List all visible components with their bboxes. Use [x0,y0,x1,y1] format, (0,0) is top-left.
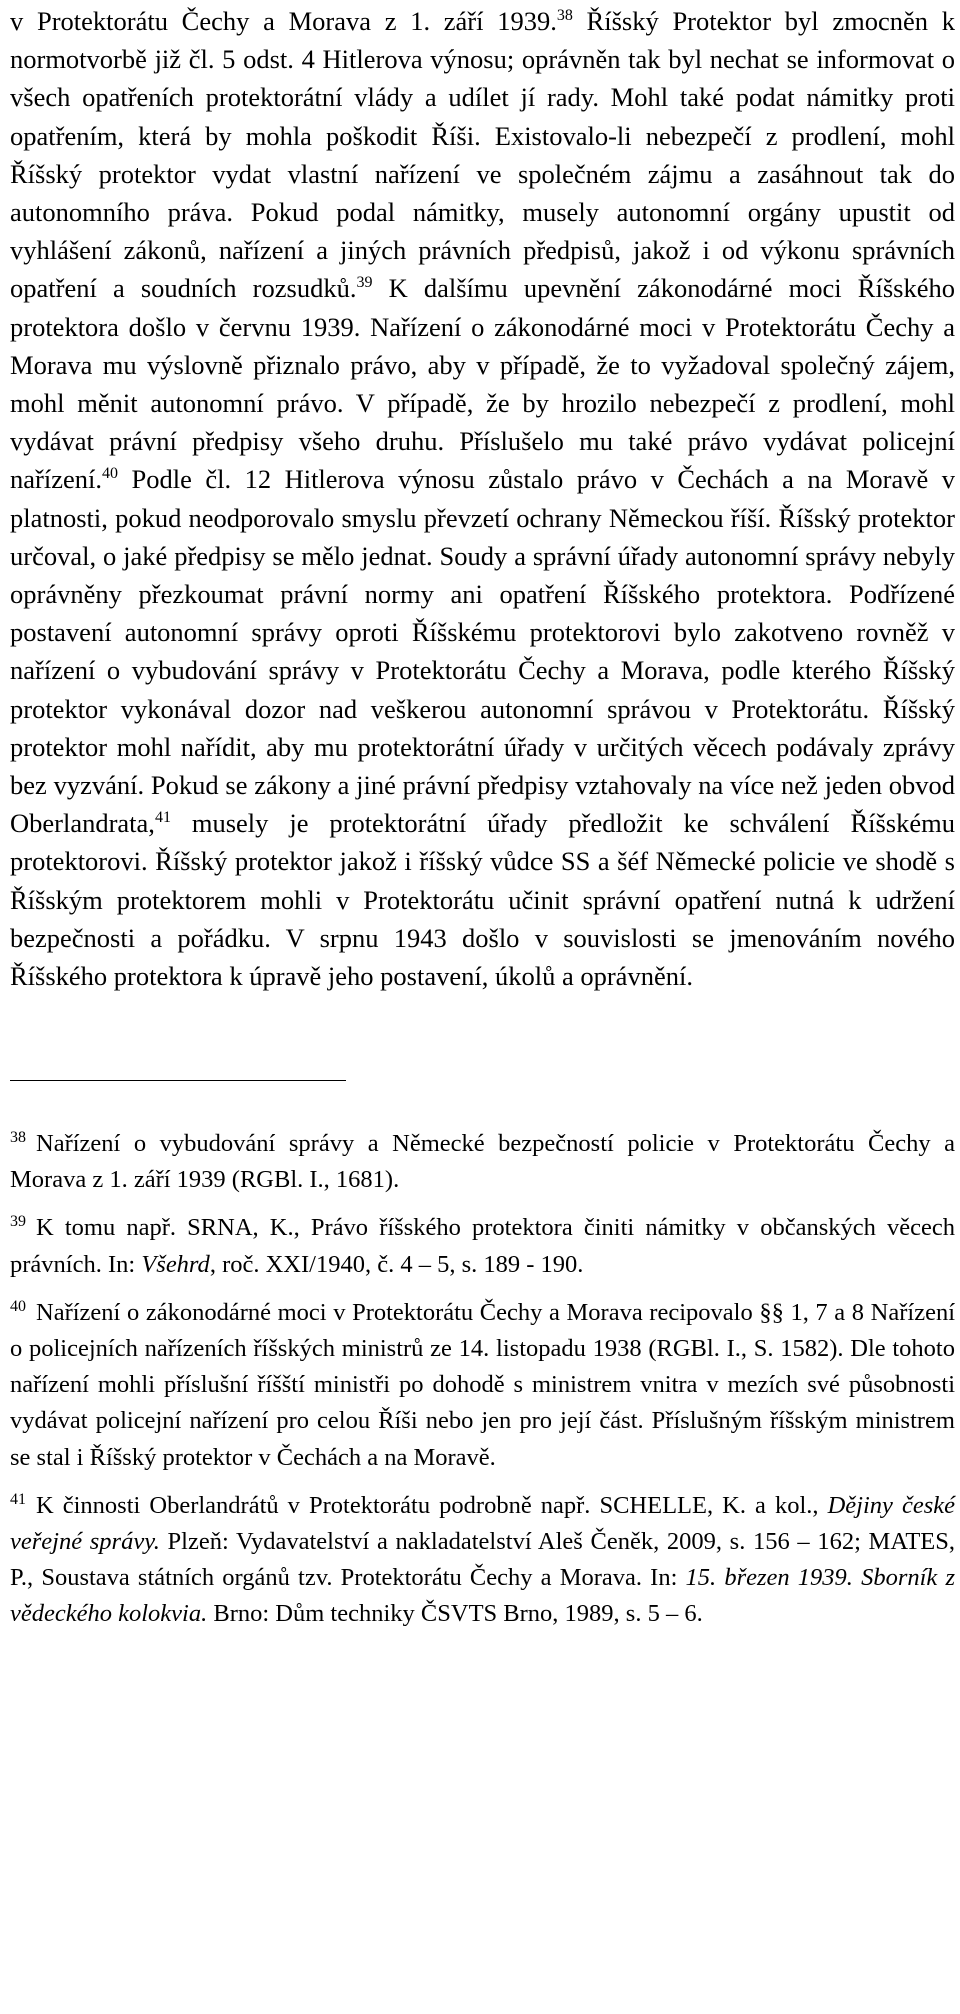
footnote-ref-41[interactable]: 41 [154,809,171,827]
footnote-number: 40 [10,1297,26,1315]
footnote-38 [10,1126,955,1198]
footnote-text: K činnosti Oberlandrátů v Protektorátu podrobně např. SCHELLE, K. a kol., [36,1491,828,1519]
body-text-part: Říšský Protektor byl zmocněn k normotvorbě již čl. 5 odst. 4 Hitlerova výnosu; oprávněn tak byl nechat se informovat o všech opatřeních protektorátní vlády a udílet jí rady. Mohl také podat námitky proti opatřením, která by mohla poškodit Říši. Existovalo-li nebezpečí z prodlení, mohl Říšský protektor vydat vlastní nařízení ve společném zájmu a zasáhnout tak do autonomního práva. Pokud podal námitky, musely autonomní orgány upustit od vyhlášení zákonů, nařízení a jiných právních předpisů, jakož i od výkonu správních opatření a soudních rozsudků. [10,6,955,304]
footnote-text: Nařízení o vybudování správy a Německé bezpečností policie v Protektorátu Čechy a Morava z 1. září 1939 (RGBl. I., 1681). [10,1130,955,1194]
footnote-ref-40[interactable]: 40 [101,465,118,483]
footnote-40 [10,1295,955,1476]
footnote-ref-38[interactable]: 38 [556,7,573,25]
footnote-41 [10,1488,955,1633]
footnote-text: Brno: Dům techniky ČSVTS Brno, 1989, s. 5 – 6. [207,1600,703,1628]
body-text-part: Podle čl. 12 Hitlerova výnosu zůstalo právo v Čechách a na Moravě v platnosti, pokud neodporovalo smyslu převzetí ochrany Německou říší. Říšský protektor určoval, o jaké předpisy se mělo jednat. Soudy a správní úřady autonomní správy nebyly oprávněny přezkoumat právní normy ani opatření Říšského protektora. Podřízené postavení autonomní správy oproti Říšskému protektorovi bylo zakotveno rovněž v nařízení o vybudování správy v Protektorátu Čechy a Morava, podle kterého Říšský protektor vykonával dozor nad veškerou autonomní správou v Protektorátu. Říšský protektor mohl nařídit, aby mu protektorátní úřady v určitých věcech podávaly zprávy bez vyzvání. Pokud se zákony a jiné právní předpisy vztahovaly na více než jeden obvod Oberlandrata, [10,464,955,839]
footnote-number: 38 [10,1128,26,1146]
body-text-part: v Protektorátu Čechy a Morava z 1. září 1939. [10,6,557,36]
footnote-number: 39 [10,1213,26,1231]
footnote-separator [10,1080,346,1081]
footnote-number: 41 [10,1490,26,1508]
footnote-text: , roč. XXI/1940, č. 4 – 5, s. 189 - 190. [209,1250,584,1278]
body-paragraph [10,0,955,995]
footnote-text: K tomu např. SRNA, K., Právo říšského protektora činiti námitky v občanských věcech právních. In: [10,1214,955,1278]
body-text-part: musely je protektorátní úřady předložit ke schválení Říšskému protektorovi. Říšský protektor jakož i říšský vůdce SS a šéf Německé policie ve shodě s Říšským protektorem mohli v Protektorátu učinit správní opatření nutná k udržení bezpečnosti a pořádku. V srpnu 1943 došlo v souvislosti se jmenováním nového Říšského protektora k úpravě jeho postavení, úkolů a oprávnění. [10,808,955,992]
footnote-ref-39[interactable]: 39 [356,274,373,292]
body-text-part: K dalšímu upevnění zákonodárné moci Říšského protektora došlo v červnu 1939. Nařízení o zákonodárné moci v Protektorátu Čechy a Morava mu výslovně přiznalo právo, aby v případě, že to vyžadoval společný zájem, mohl měnit autonomní právo. V případě, že by hrozilo nebezpečí z prodlení, mohl vydávat právní předpisy všeho druhu. Příslušelo mu také právo vydávat policejní nařízení. [10,273,955,495]
footnote-text: Plzeň: Vydavatelství a nakladatelství Aleš Čeněk, 2009, s. 156 – 162; MATES, P., Soustava státních orgánů tzv. Protektorátu Čechy a Morava. In: [10,1528,956,1592]
document-page [10,0,955,995]
footnote-journal-title: Všehrd [141,1250,210,1278]
footnotes-section [10,1126,955,1645]
footnote-39 [10,1210,955,1282]
footnote-text: Nařízení o zákonodárné moci v Protektorátu Čechy a Morava recipovalo §§ 1, 7 a 8 Nařízení o policejních nařízeních říšských ministrů ze 14. listopadu 1938 (RGBl. I., S. 1582). Dle tohoto nařízení mohli příslušní říšští ministři po dohodě s ministrem vnitra v mezích své působnosti vydávat policejní nařízení pro celou Říši nebo jen pro její část. Příslušným říšským ministrem se stal i Říšský protektor v Čechách a na Moravě. [10,1298,955,1471]
footnote-proceedings-title: 15. březen 1939. Sborník z vědeckého kolokvia. [10,1564,955,1628]
footnote-book-title: Dějiny české veřejné správy. [10,1491,955,1556]
